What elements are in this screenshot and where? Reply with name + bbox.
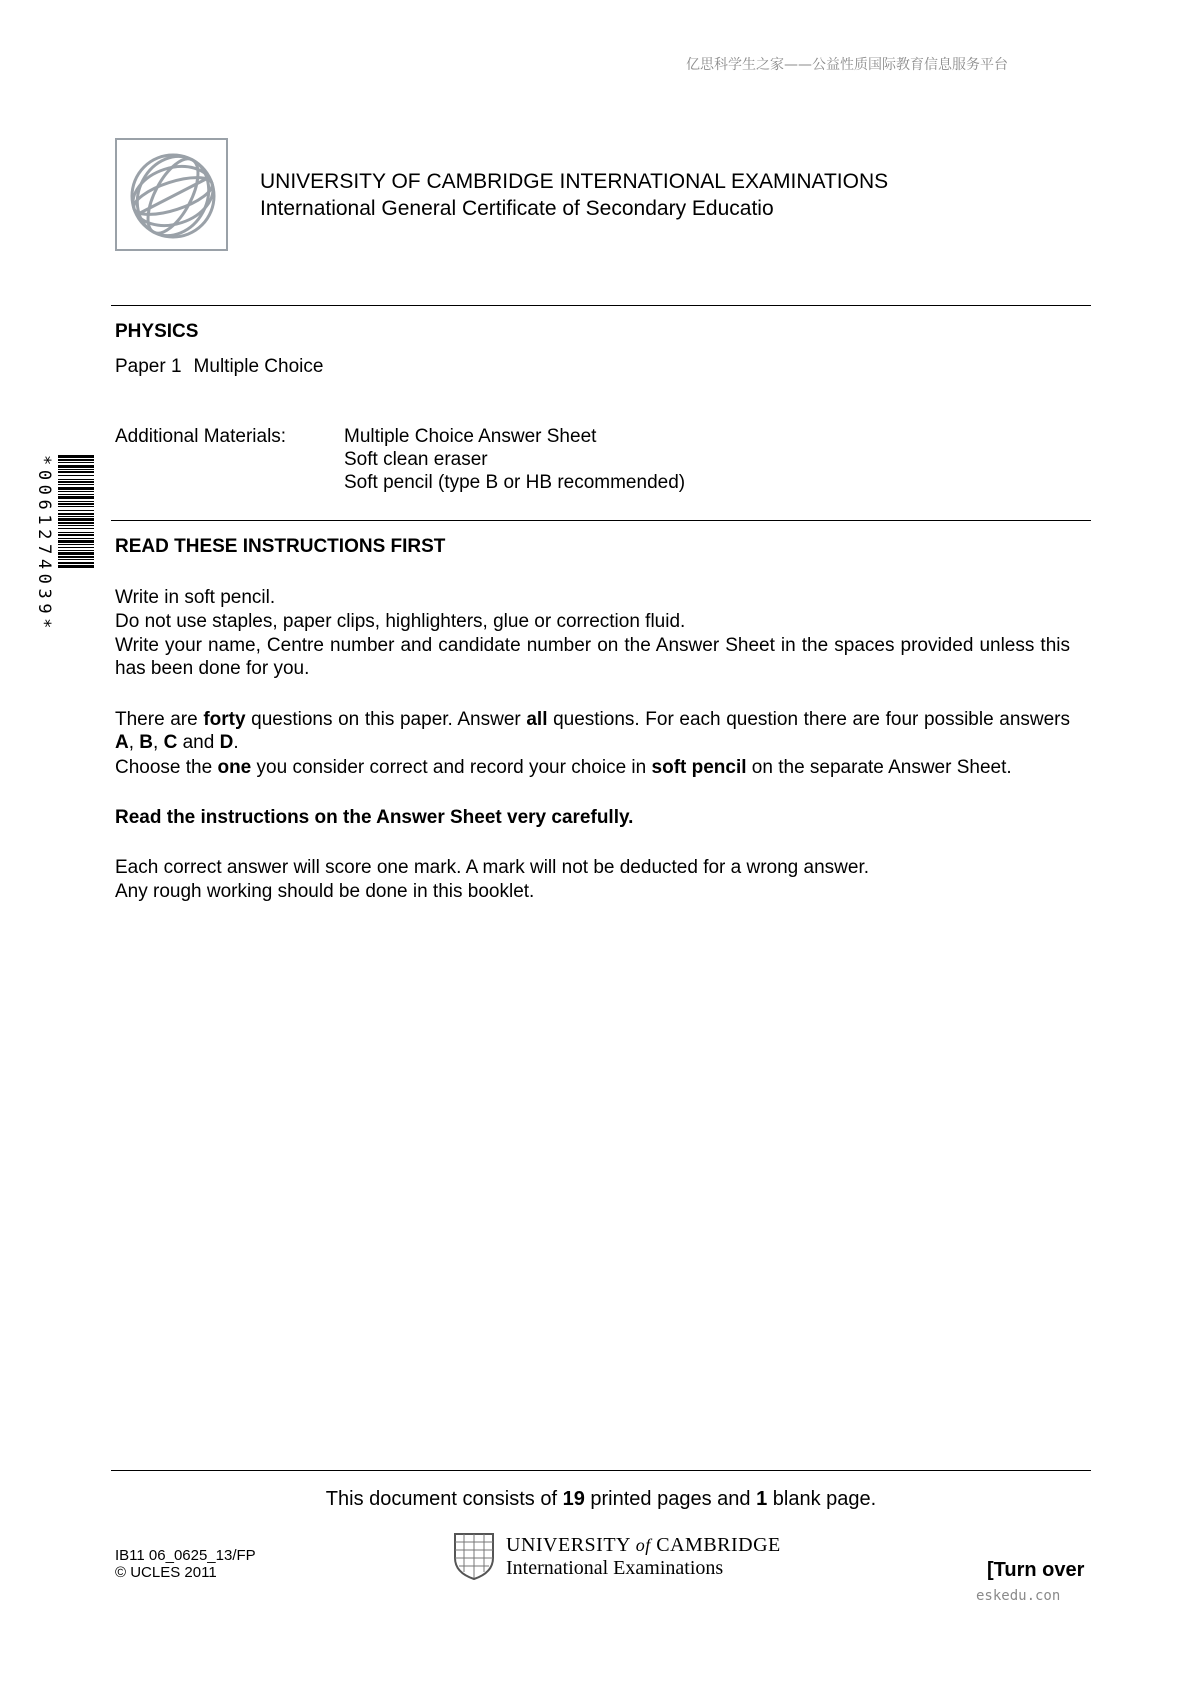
barcode-bar — [58, 562, 94, 564]
instruction-paragraph: There are forty questions on this paper. Answer all questions. For each question there are four possible answers A, B, C and D. — [115, 709, 1071, 753]
barcode-bar — [58, 556, 94, 558]
barcode-bar — [58, 475, 94, 476]
watermark-bottom: eskedu.con — [976, 1588, 1061, 1604]
barcode-bar — [58, 565, 94, 568]
cambridge-crest-icon — [453, 1532, 495, 1580]
page-count: This document consists of 19 printed pages and 1 blank page. — [325, 1488, 877, 1510]
divider-top — [111, 305, 1091, 306]
divider-footer — [111, 1470, 1091, 1471]
cambridge-subtitle: International Examinations — [506, 1557, 724, 1579]
barcode-bar — [58, 559, 94, 560]
barcode-bar — [58, 503, 94, 505]
document-code: IB11 06_0625_13/FP © UCLES 2011 — [115, 1547, 256, 1581]
instructions-title: READ THESE INSTRUCTIONS FIRST — [115, 536, 446, 557]
instruction-line: Do not use staples, paper clips, highlighters, glue or correction fluid. — [115, 611, 686, 632]
watermark-top: 亿思科学生之家——公益性质国际教育信息服务平台 — [686, 57, 1008, 73]
barcode-bar — [58, 455, 94, 458]
barcode-bar — [58, 462, 94, 463]
barcode-bar — [58, 506, 94, 507]
globe-logo — [115, 138, 228, 251]
barcode-bar — [58, 465, 94, 468]
barcode-bar — [58, 525, 94, 526]
barcode-bar — [58, 516, 94, 517]
barcode-bar — [58, 518, 94, 521]
barcode-bar — [58, 532, 94, 533]
barcode-bar — [58, 484, 94, 485]
material-item: Soft pencil (type B or HB recommended) — [344, 472, 686, 493]
exam-board-name: UNIVERSITY OF CAMBRIDGE INTERNATIONAL EXAMINATIONS — [260, 170, 889, 193]
barcode-bar — [58, 487, 94, 490]
divider-instructions — [111, 520, 1091, 521]
cambridge-wordmark: UNIVERSITY of CAMBRIDGE — [506, 1534, 781, 1556]
globe-icon — [128, 151, 218, 241]
barcode-bar — [58, 513, 94, 515]
barcode-bar — [58, 547, 94, 548]
barcode-bar — [58, 481, 94, 483]
instruction-line: Write your name, Centre number and candidate number on the Answer Sheet in the spaces provided unless this has been done for you. — [115, 635, 1070, 679]
qualification-name: International General Certificate of Secondary Educatio — [260, 197, 774, 220]
barcode-bar — [58, 540, 94, 543]
barcode-graphic — [58, 455, 94, 681]
instruction-line: Any rough working should be done in this booklet. — [115, 881, 535, 902]
subject-title: PHYSICS — [115, 321, 199, 342]
barcode-bar — [58, 522, 94, 524]
barcode-bar — [58, 494, 94, 495]
barcode-bar — [58, 471, 94, 473]
instruction-line: Choose the one you consider correct and record your choice in soft pencil on the separate Answer Sheet. — [115, 757, 1012, 778]
instruction-line: Write in soft pencil. — [115, 587, 276, 608]
barcode-bar — [58, 552, 94, 555]
barcode-bar — [58, 544, 94, 545]
barcode-bar — [58, 534, 94, 536]
barcode-bar — [58, 479, 94, 480]
barcode-bar — [58, 510, 94, 511]
barcode-bar — [58, 538, 94, 539]
paper-title: Paper 1 Multiple Choice — [115, 356, 324, 377]
barcode-bar — [58, 501, 94, 502]
barcode-bar — [58, 550, 94, 551]
barcode-bar — [58, 491, 94, 492]
instruction-emphasis: Read the instructions on the Answer Sheet very carefully. — [115, 807, 634, 828]
barcode-bar — [58, 496, 94, 499]
turn-over-label: [Turn over — [987, 1559, 1085, 1581]
instruction-line: Each correct answer will score one mark. A mark will not be deducted for a wrong answer. — [115, 857, 870, 878]
material-item: Multiple Choice Answer Sheet — [344, 426, 597, 447]
barcode-bar — [58, 459, 94, 461]
barcode-bar — [58, 469, 94, 470]
material-item: Soft clean eraser — [344, 449, 488, 470]
barcode-bar — [58, 528, 94, 529]
additional-materials-label: Additional Materials: — [115, 426, 287, 447]
candidate-barcode-text: *0061274039* — [34, 455, 54, 634]
